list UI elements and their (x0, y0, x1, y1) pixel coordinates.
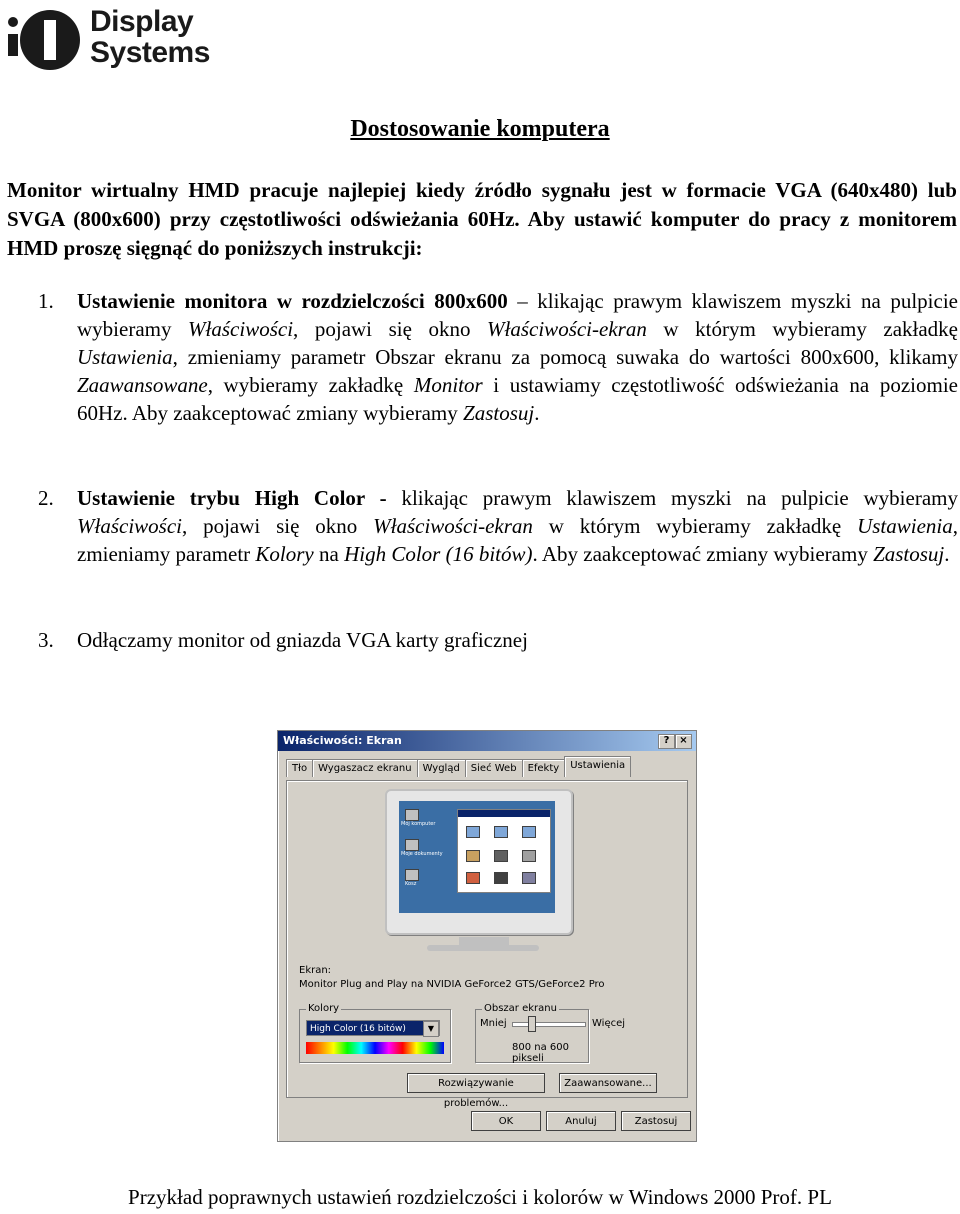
desktop-icon-label: Moje dokumenty (401, 851, 443, 857)
page-title: Dostosowanie komputera (350, 116, 610, 142)
desktop-icon-label: Mój komputer (401, 821, 436, 827)
item-heading: Ustawienie monitora w rozdzielczości 800x600 (77, 289, 508, 313)
close-button[interactable]: × (675, 734, 692, 749)
slider-less-label: Mniej (480, 1018, 507, 1029)
figure-caption: Przykład poprawnych ustawień rozdzielczości i kolorów w Windows 2000 Prof. PL (128, 1185, 832, 1209)
control-panel-icon (466, 826, 480, 838)
screen-device: Monitor Plug and Play na NVIDIA GeForce2 GTS/GeForce2 Pro (299, 979, 605, 990)
list-item-2: 2. Ustawienie trybu High Color - klikając prawym klawiszem myszki na pulpicie wybieramy Właściwości, pojawi się okno Właściwości-ekran w którym wybieramy zakładkę Ustawienia, zmieniamy parametr Kolory na High Color (16 bitów). Aby zaakceptować zmiany wybieramy Zastosuj. (38, 486, 958, 566)
tab-screensaver[interactable]: Wygaszacz ekranu (312, 759, 417, 777)
chevron-down-icon[interactable]: ▼ (423, 1021, 439, 1037)
logo-line1: Display (90, 5, 194, 38)
colors-select[interactable]: High Color (16 bitów) ▼ (306, 1020, 440, 1036)
control-panel-icon (494, 826, 508, 838)
tab-background[interactable]: Tło (286, 759, 313, 777)
cancel-button[interactable]: Anuluj (546, 1111, 616, 1131)
logo-mark-icon (6, 6, 88, 76)
screen-label: Ekran: (299, 965, 332, 976)
dialog-title: Właściwości: Ekran (283, 734, 402, 747)
list-item-3 (38, 626, 958, 654)
tab-appearance[interactable]: Wygląd (417, 759, 466, 777)
tab-settings[interactable]: Ustawienia (564, 756, 631, 777)
control-panel-icon (522, 872, 536, 884)
item-heading: Ustawienie trybu High Color - (77, 486, 387, 510)
resolution-slider-track[interactable] (512, 1022, 586, 1027)
troubleshoot-button[interactable]: Rozwiązywanie problemów... (407, 1073, 545, 1093)
screen-area-group (475, 1003, 626, 1064)
item-text: Odłączamy monitor od gniazda VGA karty graficznej (77, 628, 528, 652)
dialog-titlebar (278, 731, 696, 751)
screen-area-label: Obszar ekranu (484, 1003, 557, 1014)
ok-button[interactable]: OK (471, 1111, 541, 1131)
list-number: 2. (38, 486, 54, 510)
monitor-preview (385, 789, 573, 935)
dialog-tabs (286, 759, 630, 781)
slider-more-label: Więcej (592, 1018, 626, 1029)
resolution-slider-thumb[interactable] (528, 1016, 536, 1032)
tab-web[interactable]: Sieć Web (465, 759, 523, 777)
desktop-icon-label: Kosz (405, 881, 417, 887)
control-panel-icon (466, 872, 480, 884)
list-number: 1. (38, 289, 54, 313)
recycle-bin-icon (405, 869, 419, 881)
advanced-button[interactable]: Zaawansowane... (559, 1073, 657, 1093)
documents-icon (405, 839, 419, 851)
control-panel-icon (522, 826, 536, 838)
company-logo (6, 6, 246, 76)
logo-line2: Systems (90, 36, 210, 69)
control-panel-icon (494, 872, 508, 884)
control-panel-icon (522, 850, 536, 862)
monitor-base (427, 945, 539, 951)
computer-icon (405, 809, 419, 821)
colors-group (299, 1003, 451, 1063)
colors-group-label: Kolory (308, 1003, 340, 1014)
monitor-stand (459, 937, 509, 945)
preview-window (457, 809, 551, 893)
tab-effects[interactable]: Efekty (522, 759, 566, 777)
help-button[interactable]: ? (658, 734, 675, 749)
control-panel-icon (494, 850, 508, 862)
color-spectrum (306, 1042, 444, 1054)
apply-button[interactable]: Zastosuj (621, 1111, 691, 1131)
display-properties-dialog (277, 730, 697, 1142)
resolution-value: 800 na 600 pikseli (512, 1042, 569, 1064)
list-number: 3. (38, 628, 54, 652)
desktop-preview (399, 801, 555, 913)
control-panel-icon (466, 850, 480, 862)
intro-paragraph: Monitor wirtualny HMD pracuje najlepiej kiedy źródło sygnału jest w formacie VGA (640x480) lub SVGA (800x600) przy częstotliwości odświeżania 60Hz. Aby ustawić komputer do pracy z monitorem HMD proszę sięgnąć do poniższych instrukcji: (7, 178, 957, 260)
list-item-1: 1. Ustawienie monitora w rozdzielczości 800x600 – klikając prawym klawiszem myszki na pulpicie wybieramy Właściwości, pojawi się okno Właściwości-ekran w którym wybieramy zakładkę Ustawienia, zmieniamy parametr Obszar ekranu za pomocą suwaka do wartości 800x600, klikamy Zaawansowane, wybieramy zakładkę Monitor i ustawiamy częstotliwość odświeżania na poziomie 60Hz. Aby zaakceptować zmiany wybieramy Zastosuj. (38, 289, 958, 425)
settings-panel (286, 780, 688, 1109)
